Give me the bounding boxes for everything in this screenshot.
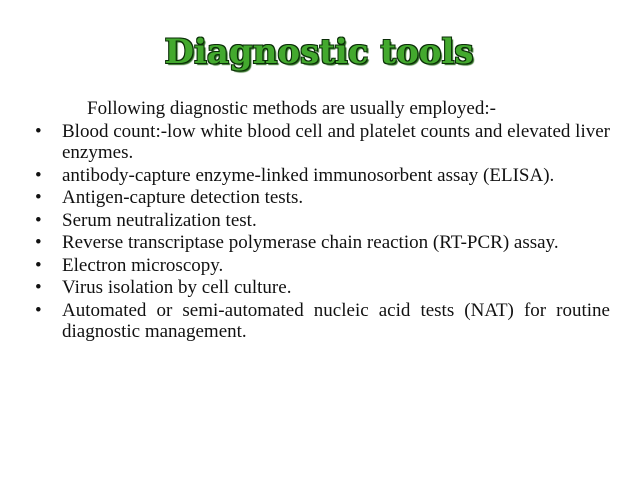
list-item	[32, 210, 610, 232]
bullet-icon: •	[35, 232, 42, 253]
list-item	[32, 255, 610, 277]
list-item	[32, 121, 610, 164]
list-item	[32, 187, 610, 209]
list-item-text: antibody-capture enzyme-linked immunosorbent assay (ELISA).	[62, 164, 555, 186]
bullet-list	[32, 121, 610, 343]
list-item-text: Blood count:-low white blood cell and platelet counts and elevated liver enzymes.	[62, 120, 610, 163]
list-item	[32, 277, 610, 299]
bullet-icon: •	[35, 299, 42, 321]
intro-text: Following diagnostic methods are usually employed:-	[87, 98, 496, 119]
list-item-text: Electron microscopy.	[62, 254, 224, 276]
slide-title: Diagnostic tools	[164, 32, 474, 72]
bullet-icon: •	[35, 187, 42, 208]
bullet-icon: •	[35, 254, 42, 276]
list-item-text: Reverse transcriptase polymerase chain reaction (RT-PCR) assay.	[62, 232, 559, 253]
list-item	[32, 300, 610, 343]
list-item-text: Virus isolation by cell culture.	[62, 277, 292, 298]
bullet-icon: •	[35, 164, 42, 186]
list-item	[32, 232, 610, 254]
bullet-icon: •	[35, 277, 42, 298]
bullet-icon: •	[35, 209, 42, 231]
list-item-text: Antigen-capture detection tests.	[62, 187, 304, 208]
list-item-text: Serum neutralization test.	[62, 209, 257, 231]
list-item-text: Automated or semi-automated nucleic acid tests (NAT) for routine diagnostic management.	[62, 299, 610, 342]
bullet-icon: •	[35, 120, 42, 142]
slide-body	[32, 98, 610, 344]
list-item	[32, 165, 610, 187]
